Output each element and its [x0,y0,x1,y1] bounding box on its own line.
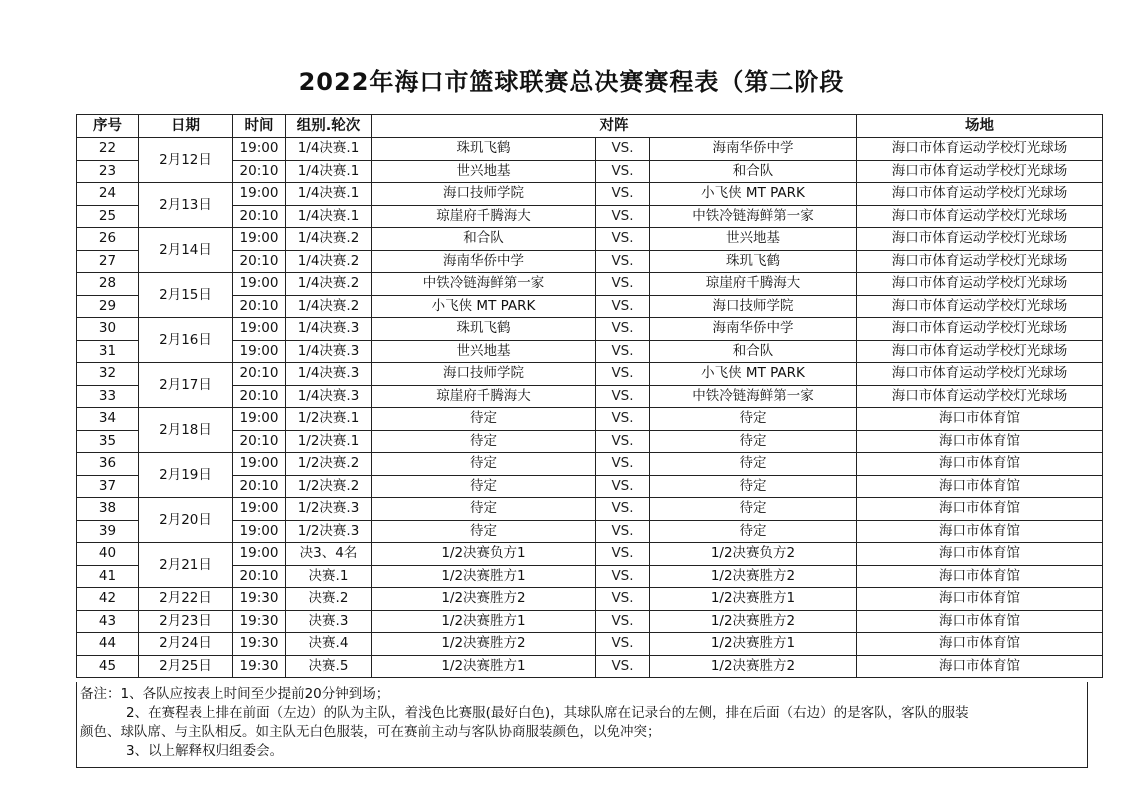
time-cell: 20:10 [233,565,286,588]
date-cell: 2月14日 [139,228,233,273]
time-cell: 20:10 [233,363,286,386]
table-row [77,363,1103,386]
time-cell: 19:30 [233,633,286,656]
seq-cell: 25 [77,205,139,228]
time-cell: 19:00 [233,408,286,431]
away-team-cell: 待定 [650,475,857,498]
time-cell: 20:10 [233,250,286,273]
table-row [77,588,1103,611]
time-cell: 19:00 [233,183,286,206]
vs-cell: VS. [596,655,650,678]
round-cell: 决赛.4 [286,633,372,656]
date-cell: 2月24日 [139,633,233,656]
vs-cell: VS. [596,363,650,386]
away-team-cell: 待定 [650,498,857,521]
round-cell: 1/2决赛.3 [286,498,372,521]
venue-cell: 海口市体育运动学校灯光球场 [857,228,1103,251]
venue-cell: 海口市体育运动学校灯光球场 [857,340,1103,363]
seq-cell: 43 [77,610,139,633]
away-team-cell: 1/2决赛胜方2 [650,655,857,678]
date-cell: 2月12日 [139,138,233,183]
note-line-2: 2、在赛程表上排在前面（左边）的队为主队，着浅色比赛服(最好白色)，其球队席在记录台的左侧，排在后面（右边）的是客队，客队的服装 [126,705,969,721]
vs-cell: VS. [596,520,650,543]
seq-cell: 33 [77,385,139,408]
table-row [77,610,1103,633]
table-row [77,318,1103,341]
round-cell: 决赛.3 [286,610,372,633]
away-team-cell: 待定 [650,408,857,431]
vs-cell: VS. [596,498,650,521]
away-team-cell: 1/2决赛胜方2 [650,565,857,588]
vs-cell: VS. [596,385,650,408]
venue-cell: 海口市体育馆 [857,543,1103,566]
table-header-row [77,115,1103,138]
home-team-cell: 待定 [372,430,596,453]
away-team-cell: 中铁冷链海鲜第一家 [650,205,857,228]
date-cell: 2月15日 [139,273,233,318]
round-cell: 决赛.1 [286,565,372,588]
round-cell: 决3、4名 [286,543,372,566]
date-cell: 2月13日 [139,183,233,228]
date-cell: 2月16日 [139,318,233,363]
away-team-cell: 和合队 [650,160,857,183]
seq-cell: 35 [77,430,139,453]
round-cell: 1/4决赛.2 [286,273,372,296]
date-cell: 2月18日 [139,408,233,453]
home-team-cell: 琼崖府千腾海大 [372,385,596,408]
home-team-cell: 中铁冷链海鲜第一家 [372,273,596,296]
home-team-cell: 琼崖府千腾海大 [372,205,596,228]
home-team-cell: 海口技师学院 [372,363,596,386]
time-cell: 19:30 [233,588,286,611]
seq-cell: 24 [77,183,139,206]
venue-cell: 海口市体育运动学校灯光球场 [857,138,1103,161]
header-match: 对阵 [372,115,857,138]
home-team-cell: 待定 [372,498,596,521]
away-team-cell: 海口技师学院 [650,295,857,318]
vs-cell: VS. [596,340,650,363]
home-team-cell: 海南华侨中学 [372,250,596,273]
venue-cell: 海口市体育运动学校灯光球场 [857,318,1103,341]
venue-cell: 海口市体育运动学校灯光球场 [857,295,1103,318]
note-line-4: 3、以上解释权归组委会。 [126,743,284,759]
round-cell: 1/2决赛.1 [286,408,372,431]
table-row [77,633,1103,656]
seq-cell: 22 [77,138,139,161]
header-venue: 场地 [857,115,1103,138]
seq-cell: 30 [77,318,139,341]
seq-cell: 28 [77,273,139,296]
seq-cell: 38 [77,498,139,521]
away-team-cell: 世兴地基 [650,228,857,251]
home-team-cell: 待定 [372,408,596,431]
vs-cell: VS. [596,228,650,251]
time-cell: 19:00 [233,543,286,566]
away-team-cell: 待定 [650,520,857,543]
time-cell: 19:00 [233,340,286,363]
round-cell: 决赛.2 [286,588,372,611]
home-team-cell: 世兴地基 [372,340,596,363]
vs-cell: VS. [596,318,650,341]
home-team-cell: 珠玑飞鹤 [372,138,596,161]
time-cell: 19:00 [233,520,286,543]
away-team-cell: 琼崖府千腾海大 [650,273,857,296]
header-seq: 序号 [77,115,139,138]
venue-cell: 海口市体育馆 [857,655,1103,678]
seq-cell: 29 [77,295,139,318]
time-cell: 19:30 [233,610,286,633]
vs-cell: VS. [596,453,650,476]
time-cell: 20:10 [233,475,286,498]
venue-cell: 海口市体育馆 [857,453,1103,476]
table-row [77,138,1103,161]
seq-cell: 37 [77,475,139,498]
home-team-cell: 世兴地基 [372,160,596,183]
vs-cell: VS. [596,565,650,588]
seq-cell: 45 [77,655,139,678]
date-cell: 2月23日 [139,610,233,633]
venue-cell: 海口市体育运动学校灯光球场 [857,385,1103,408]
home-team-cell: 待定 [372,475,596,498]
date-cell: 2月17日 [139,363,233,408]
time-cell: 20:10 [233,205,286,228]
round-cell: 决赛.5 [286,655,372,678]
home-team-cell: 1/2决赛胜方2 [372,588,596,611]
table-row [77,543,1103,566]
round-cell: 1/2决赛.2 [286,453,372,476]
venue-cell: 海口市体育馆 [857,633,1103,656]
date-cell: 2月21日 [139,543,233,588]
vs-cell: VS. [596,475,650,498]
seq-cell: 23 [77,160,139,183]
vs-cell: VS. [596,430,650,453]
vs-cell: VS. [596,295,650,318]
away-team-cell: 海南华侨中学 [650,318,857,341]
venue-cell: 海口市体育运动学校灯光球场 [857,273,1103,296]
home-team-cell: 和合队 [372,228,596,251]
vs-cell: VS. [596,250,650,273]
table-row [77,453,1103,476]
vs-cell: VS. [596,543,650,566]
round-cell: 1/4决赛.3 [286,385,372,408]
home-team-cell: 待定 [372,520,596,543]
venue-cell: 海口市体育馆 [857,498,1103,521]
venue-cell: 海口市体育馆 [857,588,1103,611]
schedule-body [77,138,1103,678]
seq-cell: 40 [77,543,139,566]
home-team-cell: 1/2决赛胜方1 [372,610,596,633]
note-line-1: 备注：1、各队应按表上时间至少提前20分钟到场； [80,686,390,702]
venue-cell: 海口市体育运动学校灯光球场 [857,250,1103,273]
home-team-cell: 海口技师学院 [372,183,596,206]
time-cell: 19:00 [233,453,286,476]
vs-cell: VS. [596,273,650,296]
date-cell: 2月20日 [139,498,233,543]
home-team-cell: 1/2决赛胜方2 [372,633,596,656]
venue-cell: 海口市体育运动学校灯光球场 [857,205,1103,228]
home-team-cell: 1/2决赛胜方1 [372,655,596,678]
header-round: 组别.轮次 [286,115,372,138]
round-cell: 1/2决赛.2 [286,475,372,498]
vs-cell: VS. [596,160,650,183]
round-cell: 1/4决赛.1 [286,138,372,161]
home-team-cell: 1/2决赛负方1 [372,543,596,566]
away-team-cell: 待定 [650,430,857,453]
table-row [77,228,1103,251]
away-team-cell: 1/2决赛胜方1 [650,633,857,656]
away-team-cell: 小飞侠 MT PARK [650,363,857,386]
home-team-cell: 小飞侠 MT PARK [372,295,596,318]
away-team-cell: 和合队 [650,340,857,363]
time-cell: 20:10 [233,385,286,408]
round-cell: 1/4决赛.3 [286,340,372,363]
vs-cell: VS. [596,205,650,228]
away-team-cell: 海南华侨中学 [650,138,857,161]
vs-cell: VS. [596,138,650,161]
home-team-cell: 待定 [372,453,596,476]
vs-cell: VS. [596,588,650,611]
vs-cell: VS. [596,633,650,656]
round-cell: 1/4决赛.3 [286,363,372,386]
table-row [77,498,1103,521]
time-cell: 20:10 [233,295,286,318]
seq-cell: 36 [77,453,139,476]
time-cell: 19:00 [233,138,286,161]
round-cell: 1/2决赛.1 [286,430,372,453]
venue-cell: 海口市体育馆 [857,430,1103,453]
table-row [77,655,1103,678]
round-cell: 1/2决赛.3 [286,520,372,543]
time-cell: 20:10 [233,430,286,453]
seq-cell: 44 [77,633,139,656]
header-time: 时间 [233,115,286,138]
vs-cell: VS. [596,408,650,431]
notes-box [76,682,1088,768]
away-team-cell: 1/2决赛胜方1 [650,588,857,611]
venue-cell: 海口市体育馆 [857,565,1103,588]
table-row [77,408,1103,431]
seq-cell: 39 [77,520,139,543]
seq-cell: 32 [77,363,139,386]
round-cell: 1/4决赛.2 [286,250,372,273]
away-team-cell: 中铁冷链海鲜第一家 [650,385,857,408]
header-date: 日期 [139,115,233,138]
venue-cell: 海口市体育运动学校灯光球场 [857,183,1103,206]
seq-cell: 41 [77,565,139,588]
time-cell: 19:00 [233,273,286,296]
venue-cell: 海口市体育馆 [857,610,1103,633]
vs-cell: VS. [596,610,650,633]
venue-cell: 海口市体育运动学校灯光球场 [857,363,1103,386]
time-cell: 19:30 [233,655,286,678]
seq-cell: 34 [77,408,139,431]
venue-cell: 海口市体育馆 [857,520,1103,543]
seq-cell: 26 [77,228,139,251]
round-cell: 1/4决赛.1 [286,183,372,206]
home-team-cell: 珠玑飞鹤 [372,318,596,341]
away-team-cell: 1/2决赛胜方2 [650,610,857,633]
round-cell: 1/4决赛.2 [286,228,372,251]
table-row [77,183,1103,206]
time-cell: 19:00 [233,228,286,251]
venue-cell: 海口市体育运动学校灯光球场 [857,160,1103,183]
away-team-cell: 待定 [650,453,857,476]
date-cell: 2月22日 [139,588,233,611]
venue-cell: 海口市体育馆 [857,475,1103,498]
home-team-cell: 1/2决赛胜方1 [372,565,596,588]
time-cell: 19:00 [233,318,286,341]
round-cell: 1/4决赛.1 [286,205,372,228]
table-row [77,273,1103,296]
venue-cell: 海口市体育馆 [857,408,1103,431]
round-cell: 1/4决赛.1 [286,160,372,183]
date-cell: 2月25日 [139,655,233,678]
time-cell: 20:10 [233,160,286,183]
seq-cell: 31 [77,340,139,363]
schedule-table [76,114,1103,678]
round-cell: 1/4决赛.3 [286,318,372,341]
seq-cell: 42 [77,588,139,611]
time-cell: 19:00 [233,498,286,521]
date-cell: 2月19日 [139,453,233,498]
away-team-cell: 1/2决赛负方2 [650,543,857,566]
away-team-cell: 珠玑飞鹤 [650,250,857,273]
away-team-cell: 小飞侠 MT PARK [650,183,857,206]
round-cell: 1/4决赛.2 [286,295,372,318]
page-title: 2022年海口市篮球联赛总决赛赛程表（第二阶段 [298,68,845,96]
vs-cell: VS. [596,183,650,206]
seq-cell: 27 [77,250,139,273]
note-line-3: 颜色、球队席、与主队相反。如主队无白色服装，可在赛前主动与客队协商服装颜色，以免冲突； [80,724,661,740]
